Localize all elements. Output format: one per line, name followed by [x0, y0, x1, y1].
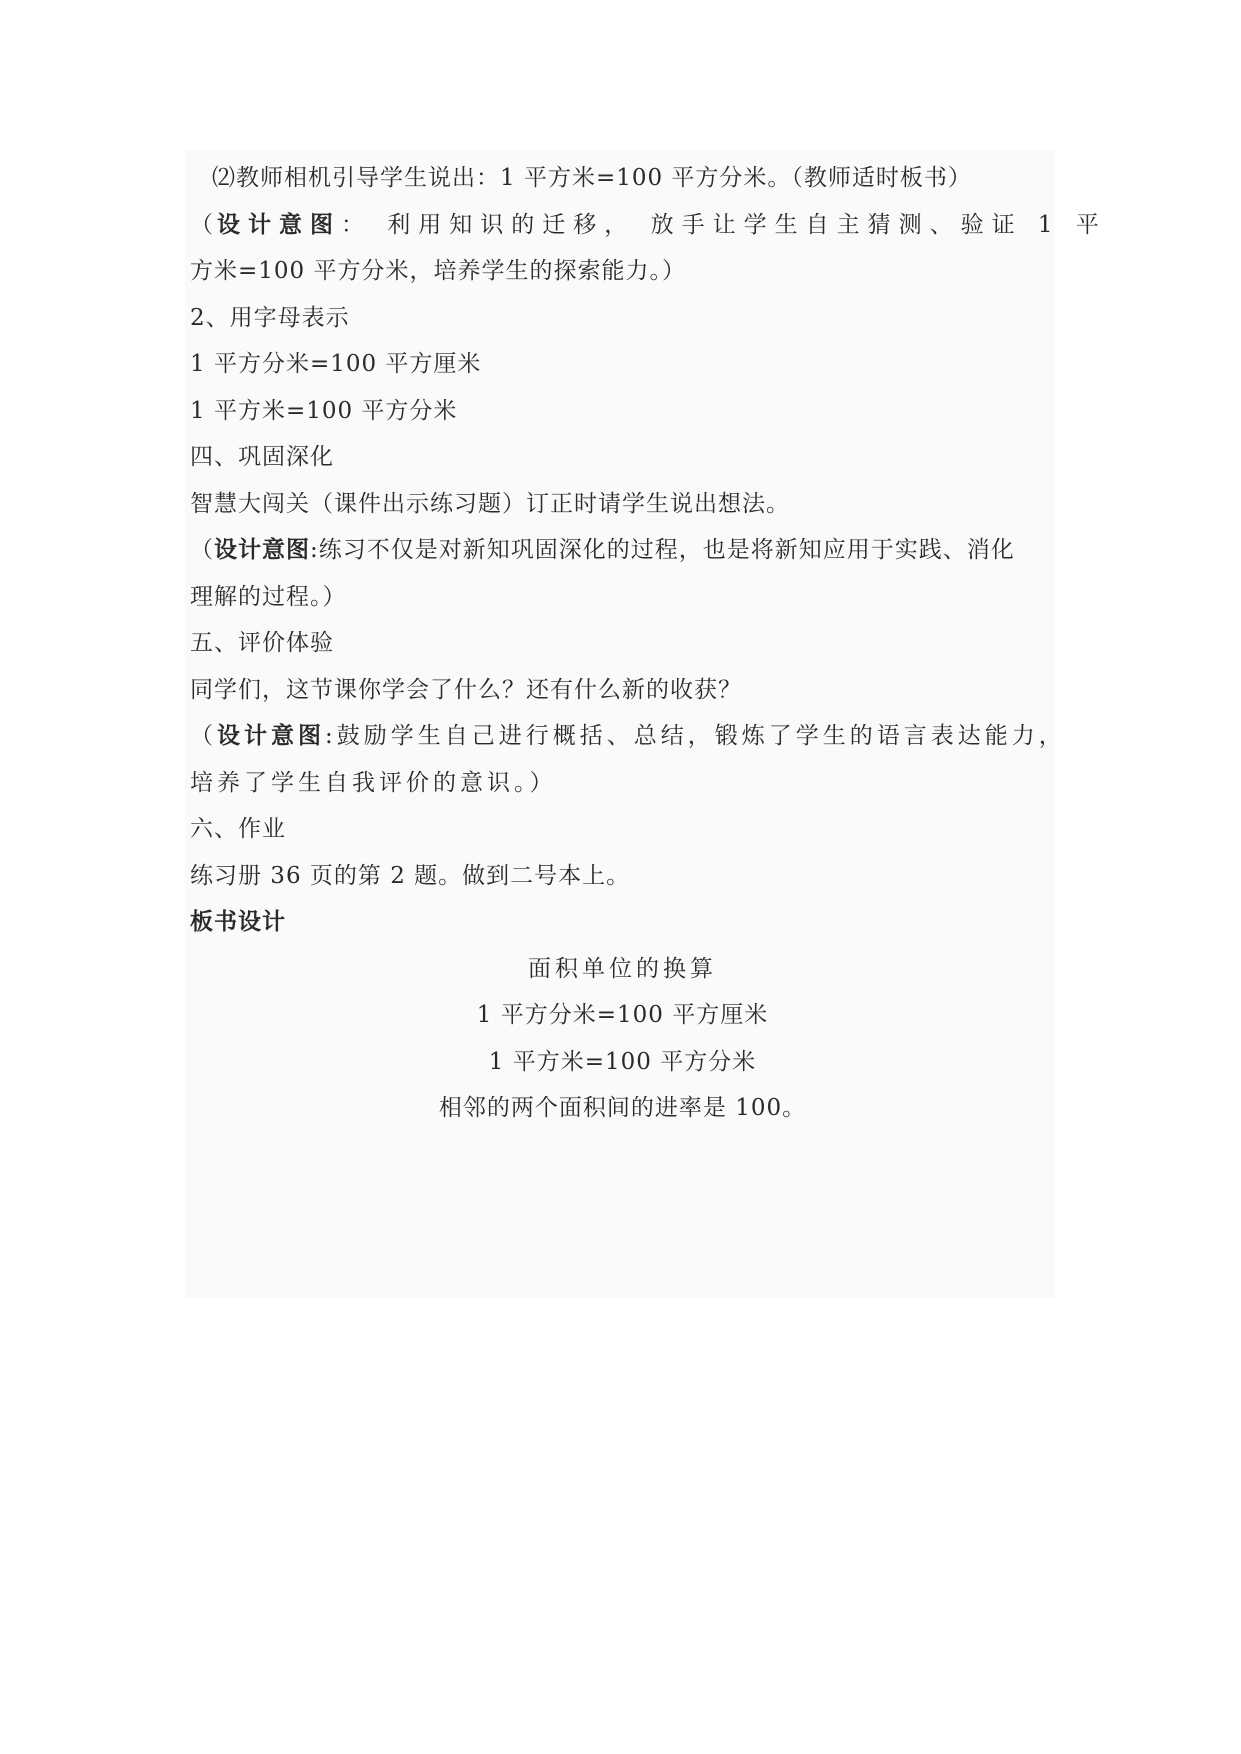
section-consolidate-heading: 四、巩固深化	[190, 444, 334, 470]
board-note-rate: 相邻的两个面积间的进率是 100。	[438, 1095, 807, 1121]
paragraph-design-intent-2	[190, 535, 1055, 565]
section-letters-heading: 2、用字母表示	[190, 305, 350, 331]
board-title: 面积单位的换算	[528, 956, 717, 982]
open-paren: （	[190, 723, 217, 749]
paragraph-question: 同学们，这节课你学会了什么？还有什么新的收获？	[190, 677, 742, 703]
paragraph-wisdom-challenge: 智慧大闯关（课件出示练习题）订正时请学生说出想法。	[190, 491, 790, 517]
design-intent-label: 设计意图	[217, 723, 325, 749]
paragraph-design-intent-1-cont: 方米=100 平方分米，培养学生的探索能力。）	[190, 258, 686, 284]
board-design-heading: 板书设计	[190, 909, 286, 935]
board-equation-dm2-cm2: 1 平方分米=100 平方厘米	[476, 1002, 769, 1028]
paragraph-homework: 练习册 36 页的第 2 题。做到二号本上。	[190, 863, 631, 889]
open-paren: （	[190, 212, 217, 238]
design-intent-label: 设计意图	[217, 212, 341, 238]
design-intent-label: 设计意图	[214, 537, 310, 563]
paragraph-teacher-guide: ⑵教师相机引导学生说出：1 平方米=100 平方分米。（教师适时板书）	[212, 165, 972, 191]
board-equation-m2-dm2: 1 平方米=100 平方分米	[488, 1049, 757, 1075]
design-intent-text: ： 利用知识的迁移， 放手让学生自主猜测、验证 1 平	[341, 212, 1107, 238]
equation-m2-dm2: 1 平方米=100 平方分米	[190, 398, 458, 424]
section-evaluation-heading: 五、评价体验	[190, 630, 334, 656]
design-intent-text: :鼓励学生自己进行概括、总结，锻炼了学生的语言表达能力，	[325, 723, 1066, 749]
equation-dm2-cm2: 1 平方分米=100 平方厘米	[190, 351, 482, 377]
paragraph-design-intent-1	[190, 210, 1107, 240]
paragraph-design-intent-3	[190, 721, 1066, 751]
paragraph-design-intent-3-cont: 培养了学生自我评价的意识。）	[190, 770, 557, 796]
section-homework-heading: 六、作业	[190, 816, 286, 842]
open-paren: （	[190, 537, 214, 563]
paragraph-design-intent-2-cont: 理解的过程。）	[190, 584, 347, 610]
design-intent-text: :练习不仅是对新知巩固深化的过程，也是将新知应用于实践、消化	[310, 537, 1015, 563]
